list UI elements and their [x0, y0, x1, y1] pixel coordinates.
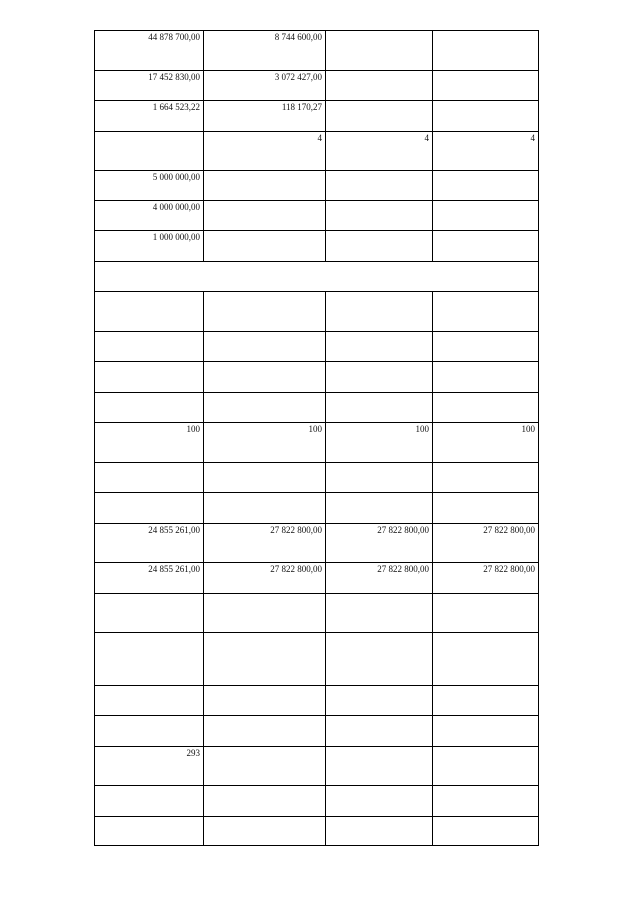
table-cell: 293 — [95, 747, 204, 786]
table-cell: 100 — [326, 423, 433, 463]
table-cell — [326, 633, 433, 686]
table-cell: 27 822 800,00 — [326, 563, 433, 594]
table-cell — [326, 31, 433, 71]
table-cell — [433, 633, 539, 686]
table-cell: 27 822 800,00 — [433, 524, 539, 563]
table-cell — [433, 292, 539, 332]
table-row — [95, 786, 539, 817]
data-table — [94, 30, 539, 846]
table-cell — [326, 101, 433, 132]
table-cell — [326, 686, 433, 716]
table-row — [95, 101, 539, 132]
table-cell — [433, 786, 539, 817]
table-row — [95, 493, 539, 524]
table-cell — [95, 594, 204, 633]
table-cell — [95, 716, 204, 747]
table-row — [95, 393, 539, 423]
table-row — [95, 423, 539, 463]
table-cell — [433, 716, 539, 747]
table-cell — [433, 686, 539, 716]
table-cell — [433, 362, 539, 393]
table-cell — [326, 201, 433, 231]
table-cell: 1 000 000,00 — [95, 231, 204, 262]
table-cell: 24 855 261,00 — [95, 563, 204, 594]
table-cell — [95, 633, 204, 686]
table-cell: 4 000 000,00 — [95, 201, 204, 231]
table-cell — [204, 393, 326, 423]
table-cell — [204, 292, 326, 332]
table-cell: 5 000 000,00 — [95, 171, 204, 201]
table-cell: 24 855 261,00 — [95, 524, 204, 563]
table-cell-merged — [95, 262, 539, 292]
table-cell — [326, 716, 433, 747]
table-row — [95, 686, 539, 716]
table-cell: 27 822 800,00 — [433, 563, 539, 594]
table-cell — [204, 747, 326, 786]
table-row — [95, 31, 539, 71]
table-cell — [95, 332, 204, 362]
table-cell — [326, 171, 433, 201]
table-cell: 4 — [326, 132, 433, 171]
table-cell — [326, 362, 433, 393]
table-row — [95, 817, 539, 846]
table-cell: 100 — [204, 423, 326, 463]
table-cell — [326, 747, 433, 786]
table-cell — [95, 362, 204, 393]
table-row — [95, 231, 539, 262]
table-cell — [204, 594, 326, 633]
table-cell: 27 822 800,00 — [326, 524, 433, 563]
table-cell — [204, 716, 326, 747]
table-cell — [326, 493, 433, 524]
table-cell — [433, 332, 539, 362]
table-row — [95, 594, 539, 633]
table-cell — [95, 393, 204, 423]
table-cell — [433, 817, 539, 846]
table-cell: 118 170,27 — [204, 101, 326, 132]
table-cell — [433, 201, 539, 231]
table-row — [95, 71, 539, 101]
table-cell — [204, 463, 326, 493]
table-row — [95, 332, 539, 362]
table-cell: 27 822 800,00 — [204, 524, 326, 563]
table-cell — [204, 171, 326, 201]
budget-table-fragment — [94, 30, 538, 846]
table-row — [95, 463, 539, 493]
table-cell — [326, 817, 433, 846]
table-cell: 4 — [204, 132, 326, 171]
table-cell — [204, 817, 326, 846]
table-cell — [326, 71, 433, 101]
table-cell — [204, 231, 326, 262]
table-cell — [95, 463, 204, 493]
table-cell — [204, 686, 326, 716]
table-cell — [326, 594, 433, 633]
table-cell — [326, 332, 433, 362]
table-cell — [95, 686, 204, 716]
table-cell — [95, 132, 204, 171]
table-cell — [326, 463, 433, 493]
table-cell — [433, 171, 539, 201]
table-cell — [95, 292, 204, 332]
table-cell — [95, 493, 204, 524]
table-cell — [95, 817, 204, 846]
table-cell: 3 072 427,00 — [204, 71, 326, 101]
table-cell — [433, 101, 539, 132]
table-cell: 44 878 700,00 — [95, 31, 204, 71]
table-row — [95, 524, 539, 563]
table-cell: 100 — [95, 423, 204, 463]
table-cell — [95, 786, 204, 817]
table-cell — [326, 292, 433, 332]
table-cell — [433, 493, 539, 524]
table-row — [95, 201, 539, 231]
table-cell — [204, 493, 326, 524]
table-cell — [204, 786, 326, 817]
table-cell — [204, 362, 326, 393]
table-cell — [326, 393, 433, 423]
table-cell — [326, 786, 433, 817]
table-cell — [433, 71, 539, 101]
table-cell — [326, 231, 433, 262]
table-cell — [433, 231, 539, 262]
table-cell — [433, 31, 539, 71]
table-row — [95, 747, 539, 786]
table-cell: 27 822 800,00 — [204, 563, 326, 594]
table-row — [95, 633, 539, 686]
table-cell — [204, 201, 326, 231]
table-row — [95, 171, 539, 201]
table-row — [95, 292, 539, 332]
table-cell — [433, 594, 539, 633]
table-cell: 1 664 523,22 — [95, 101, 204, 132]
table-cell: 100 — [433, 423, 539, 463]
table-cell — [204, 633, 326, 686]
table-row — [95, 716, 539, 747]
table-cell — [433, 393, 539, 423]
table-row — [95, 132, 539, 171]
table-cell: 4 — [433, 132, 539, 171]
table-row-merged — [95, 262, 539, 292]
table-cell — [433, 463, 539, 493]
table-cell — [204, 332, 326, 362]
table-cell — [433, 747, 539, 786]
table-row — [95, 563, 539, 594]
table-cell: 8 744 600,00 — [204, 31, 326, 71]
table-cell: 17 452 830,00 — [95, 71, 204, 101]
table-row — [95, 362, 539, 393]
